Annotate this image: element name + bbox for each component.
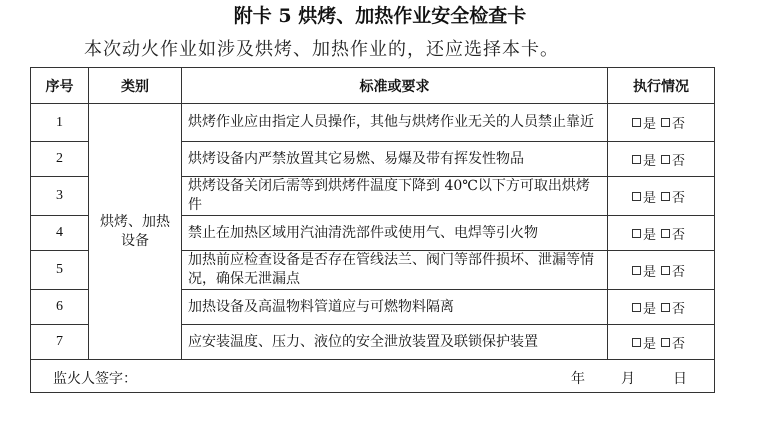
no-label: 否: [672, 117, 686, 132]
status-cell: [608, 325, 715, 360]
row-number: 3: [31, 177, 89, 216]
no-label: 否: [672, 336, 686, 352]
signature-cell[interactable]: [31, 360, 715, 393]
row-number: 5: [31, 251, 89, 290]
status-cell: [608, 251, 715, 290]
status-cell: [608, 216, 715, 251]
table-header-row: [31, 68, 715, 104]
yes-label: 是: [642, 336, 656, 352]
header-no: 序号: [31, 68, 89, 104]
table-row: [31, 104, 715, 142]
status-cell: [608, 177, 715, 216]
yes-checkbox[interactable]: [632, 192, 641, 201]
requirement-cell: 加热前应检查设备是否存在管线法兰、阀门等部件损坏、泄漏等情况，确保无泄漏点: [182, 251, 608, 290]
no-label: 否: [672, 264, 686, 280]
header-status: 执行情况: [608, 68, 715, 104]
no-checkbox[interactable]: [661, 266, 670, 275]
no-label: 否: [672, 227, 686, 243]
yes-checkbox[interactable]: [632, 338, 641, 347]
card-title: 附卡 5 烘烤、加热作业安全检查卡: [233, 5, 527, 27]
yes-checkbox[interactable]: [632, 229, 641, 238]
date-year-label: 年: [571, 371, 585, 387]
requirement-cell: 烘烤设备内严禁放置其它易燃、易爆及带有挥发性物品: [182, 142, 608, 177]
header-requirement: 标准或要求: [182, 68, 608, 104]
signature-row: [31, 360, 715, 393]
yes-checkbox[interactable]: [632, 303, 641, 312]
status-cell: [608, 142, 715, 177]
no-checkbox[interactable]: [661, 192, 670, 201]
yes-checkbox[interactable]: [632, 155, 641, 164]
yes-checkbox[interactable]: [632, 118, 641, 127]
signature-label: 监火人签字：: [53, 371, 137, 387]
no-checkbox[interactable]: [661, 338, 670, 347]
row-number: 7: [31, 325, 89, 360]
date-month-label: 月: [621, 371, 635, 387]
row-number: 6: [31, 290, 89, 325]
status-cell: [608, 104, 715, 142]
yes-label: 是: [642, 117, 656, 132]
yes-label: 是: [642, 264, 656, 280]
yes-label: 是: [642, 190, 656, 206]
row-number: 2: [31, 142, 89, 177]
no-label: 否: [672, 190, 686, 206]
date-day-label: 日: [673, 371, 687, 387]
requirement-cell: 烘烤作业应由指定人员操作，其他与烘烤作业无关的人员禁止靠近: [182, 104, 608, 142]
header-category: 类别: [89, 68, 182, 104]
yes-checkbox[interactable]: [632, 266, 641, 275]
no-checkbox[interactable]: [661, 155, 670, 164]
yes-label: 是: [642, 153, 656, 169]
inspection-table: [30, 67, 715, 393]
yes-label: 是: [642, 301, 656, 317]
row-number: 4: [31, 216, 89, 251]
requirement-cell: 应安装温度、压力、液位的安全泄放装置及联锁保护装置: [182, 325, 608, 360]
no-label: 否: [672, 153, 686, 169]
no-checkbox[interactable]: [661, 303, 670, 312]
requirement-cell: 加热设备及高温物料管道应与可燃物料隔离: [182, 290, 608, 325]
no-checkbox[interactable]: [661, 229, 670, 238]
card-subtitle: 本次动火作业如涉及烘烤、加热作业的，还应选择本卡。: [84, 39, 559, 60]
no-checkbox[interactable]: [661, 118, 670, 127]
requirement-cell: 禁止在加热区域用汽油清洗部件或使用气、电焊等引火物: [182, 216, 608, 251]
status-cell: [608, 290, 715, 325]
yes-label: 是: [642, 227, 656, 243]
row-number: 1: [31, 104, 89, 142]
category-cell: 烘烤、加热设备: [89, 104, 182, 360]
no-label: 否: [672, 301, 686, 317]
requirement-cell: 烘烤设备关闭后需等到烘烤件温度下降到 40℃以下方可取出烘烤件: [182, 177, 608, 216]
